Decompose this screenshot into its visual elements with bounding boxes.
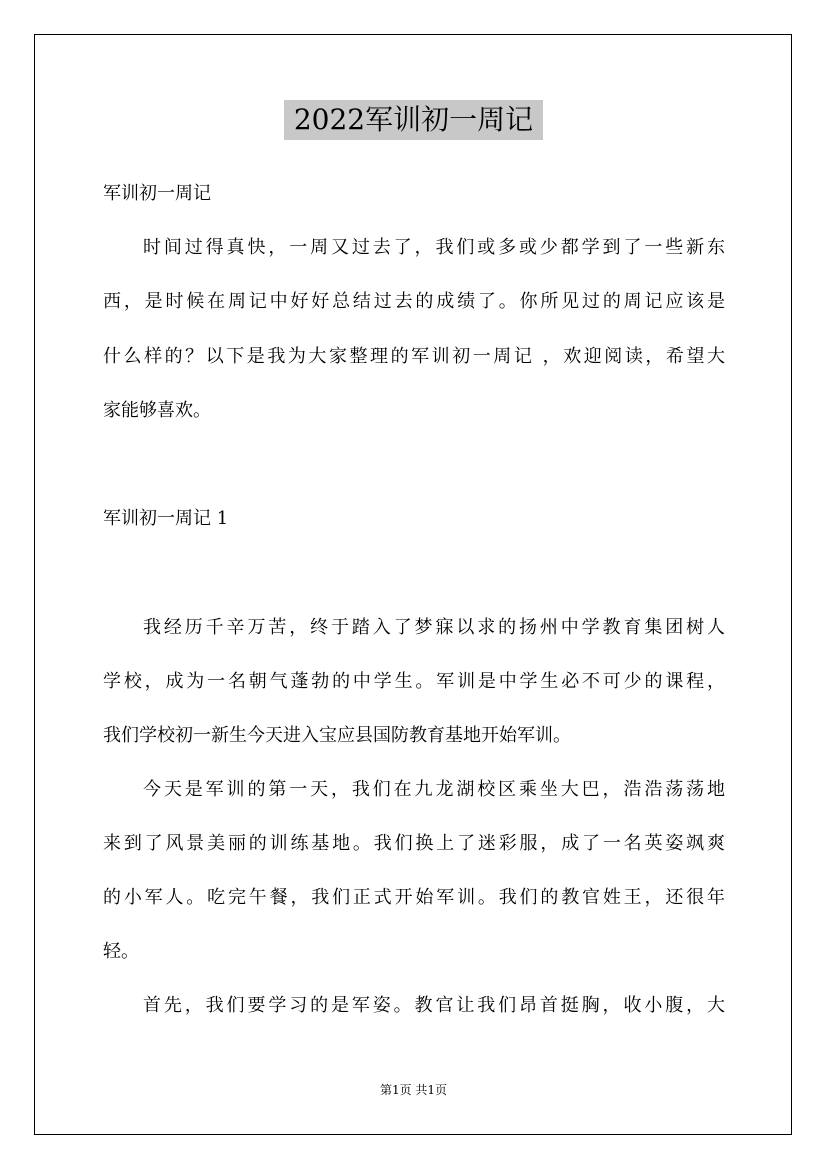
subtitle: 军训初一周记 bbox=[103, 183, 211, 204]
intro-line-4: 家能够喜欢。 bbox=[103, 400, 211, 421]
para1-line-2: 学校，成为一名朝气蓬勃的中学生。军训是中学生必不可少的课程， bbox=[103, 671, 725, 692]
section-heading: 军训初一周记 1 bbox=[103, 508, 229, 529]
para1-line-1: 我经历千辛万苦，终于踏入了梦寐以求的扬州中学教育集团树人 bbox=[143, 617, 725, 638]
intro-line-2: 西，是时候在周记中好好总结过去的成绩了。你所见过的周记应该是 bbox=[103, 291, 725, 312]
para2-line-1: 今天是军训的第一天，我们在九龙湖校区乘坐大巴，浩浩荡荡地 bbox=[143, 779, 725, 800]
document-title: 2022军训初一周记 bbox=[284, 100, 543, 140]
intro-line-3: 什么样的？以下是我为大家整理的军训初一周记 ，欢迎阅读，希望大 bbox=[103, 346, 725, 367]
para2-line-4: 轻。 bbox=[103, 941, 139, 962]
para1-line-3: 我们学校初一新生今天进入宝应县国防教育基地开始军训。 bbox=[103, 725, 571, 746]
para2-line-3: 的小军人。吃完午餐，我们正式开始军训。我们的教官姓王，还很年 bbox=[103, 887, 725, 908]
intro-line-1: 时间过得真快，一周又过去了，我们或多或少都学到了一些新东 bbox=[143, 237, 725, 258]
page-footer: 第1页 共1页 bbox=[379, 1083, 448, 1097]
para2-line-2: 来到了风景美丽的训练基地。我们换上了迷彩服，成了一名英姿飒爽 bbox=[103, 833, 725, 854]
title-container bbox=[0, 100, 827, 140]
para3-line-1: 首先，我们要学习的是军姿。教官让我们昂首挺胸，收小腹，大 bbox=[143, 995, 725, 1016]
